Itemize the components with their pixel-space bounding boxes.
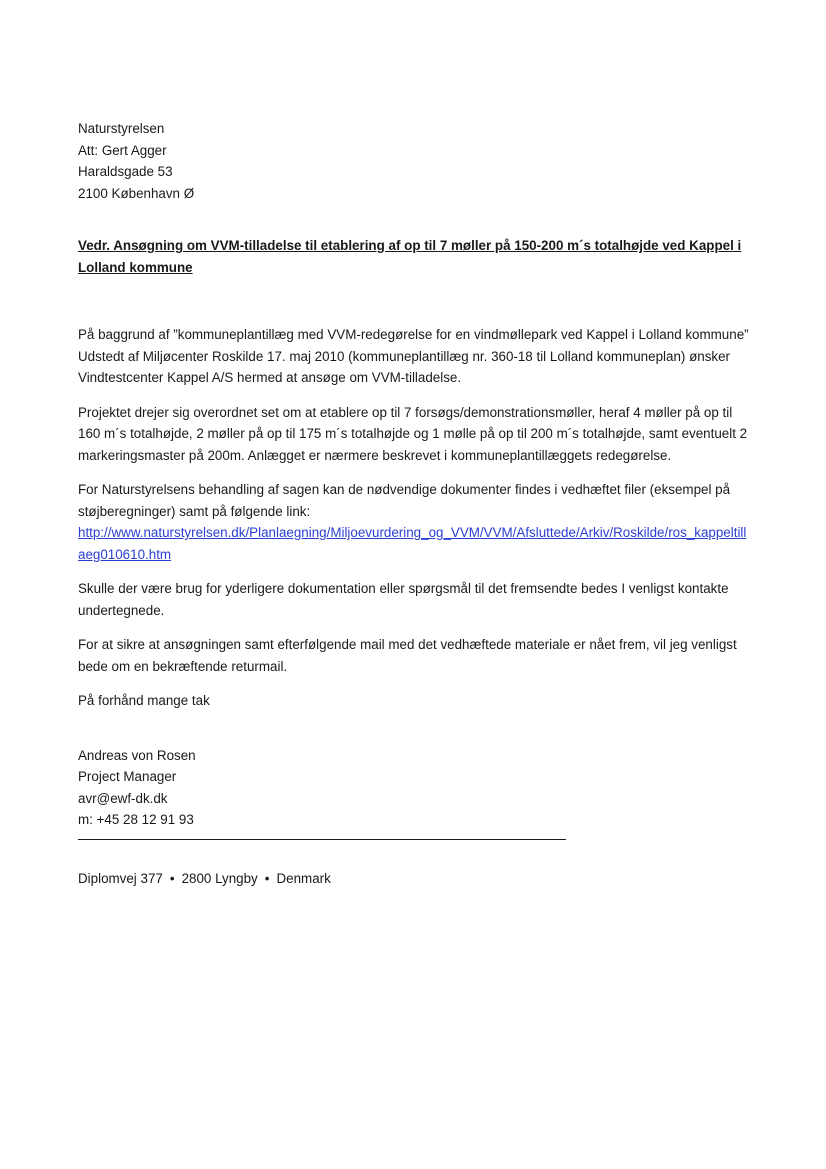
footer-bullet: • [264, 870, 270, 886]
body-paragraph-3-text: For Naturstyrelsens behandling af sagen kan de nødvendige dokumenter findes i vedhæftet filer (eksempel på støjberegninger) samt på følgende link: [78, 482, 731, 519]
footer-divider [78, 839, 566, 840]
subject-line: Vedr. Ansøgning om VVM-tilladelse til etablering af op til 7 møller på 150-200 m´s totalhøjde ved Kappel i Lolland kommune [78, 238, 742, 275]
body-paragraph-4: Skulle der være brug for yderligere dokumentation eller spørgsmål til det fremsendte bedes I venligst kontakte undertegnede. [78, 581, 729, 618]
signature-block [78, 745, 750, 831]
footer-country: Denmark [276, 870, 331, 886]
body-paragraph-1: På baggrund af ”kommuneplantillæg med VVM-redegørelse for en vindmøllepark ved Kappel i Lolland kommune” Udstedt af Miljøcenter Roskilde 17. maj 2010 (kommuneplantillæg nr. 360-18 til Lolland kommuneplan) ønsker Vindtestcenter Kappel A/S hermed at ansøge om VVM-tilladelse. [78, 327, 749, 385]
footer-bullet: • [169, 870, 175, 886]
letter-page [78, 118, 750, 889]
footer-street: Diplomvej 377 [78, 870, 163, 886]
signer-phone: m: +45 28 12 91 93 [78, 812, 194, 827]
recipient-street: Haraldsgade 53 [78, 164, 173, 179]
body-paragraph-5: For at sikre at ansøgningen samt efterfølgende mail med det vedhæftede materiale er nået frem, vil jeg venligst bede om en bekræftende returmail. [78, 637, 737, 674]
signer-name: Andreas von Rosen [78, 747, 196, 763]
recipient-attention: Att: Gert Agger [78, 142, 167, 158]
closing-line: På forhånd mange tak [78, 693, 210, 708]
signer-email: avr@ewf-dk.dk [78, 790, 168, 806]
body-paragraph-2: Projektet drejer sig overordnet set om at etablere op til 7 forsøgs/demonstrationsmøller, heraf 4 møller på op til 160 m´s totalhøjde, 2 møller på op til 175 m´s totalhøjde og 1 mølle på op til 200 m´s totalhøjde, samt eventuelt 2 markeringsmaster på 200m. Anlægget er nærmere beskrevet i kommuneplantillæggets redegørelse. [78, 404, 748, 463]
footer-city: 2800 Lyngby [181, 870, 258, 886]
document-link[interactable]: http://www.naturstyrelsen.dk/Planlaegning/Miljoevurdering_og_VVM/VVM/Afsluttede/Arkiv/Roskilde/ros_kappeltillaeg010610.htm [78, 525, 747, 562]
footer-address [78, 868, 750, 890]
recipient-org: Naturstyrelsen [78, 121, 165, 136]
recipient-address [78, 118, 750, 204]
body-paragraph-3 [78, 479, 750, 565]
signer-title: Project Manager [78, 769, 177, 784]
recipient-city: 2100 København Ø [78, 185, 195, 201]
